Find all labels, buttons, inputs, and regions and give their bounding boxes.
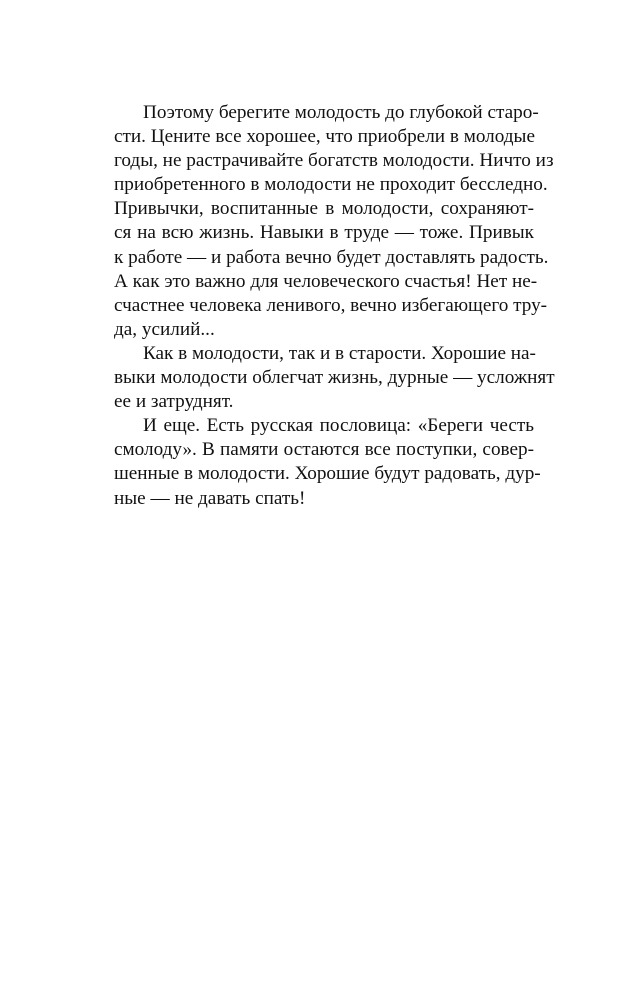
text-line: ные — не давать спать! [114,487,306,509]
text-line: смолоду». В памяти остаются все поступки, совер- [114,439,534,461]
text-line: сти. Цените все хорошее, что приобрели в молодые [114,126,535,148]
text-line: да, усилий... [114,318,215,340]
text-line: Поэтому берегите молодость до глубокой старо- [143,102,539,123]
text-line: выки молодости облегчат жизнь, дурные — усложнят [114,367,555,389]
text-line: годы, не растрачивайте богатств молодости. Ничто из [114,150,554,172]
text-line: счастнее человека ленивого, вечно избегающего тру- [114,294,548,316]
text-line: шенные в молодости. Хорошие будут радовать, дур- [114,463,541,485]
paragraph-2 [114,342,555,414]
paragraph-3 [114,414,541,510]
text-line: Привычки, воспитанные в молодости, сохраняют- [114,198,534,220]
body-text [114,101,555,511]
text-line: ее и затруднят. [114,391,234,413]
text-line: И еще. Есть русская пословица: «Береги честь [143,415,534,437]
paragraph-1 [114,101,554,342]
text-line: Как в молодости, так и в старости. Хорошие на- [143,342,536,364]
text-line: приобретенного в молодости не проходит бесследно. [114,174,548,196]
text-line: к работе — и работа вечно будет доставлять радость. [114,246,549,268]
text-line: ся на всю жизнь. Навыки в труде — тоже. Привык [114,222,534,244]
text-line: А как это важно для человеческого счастья! Нет не- [114,270,538,292]
